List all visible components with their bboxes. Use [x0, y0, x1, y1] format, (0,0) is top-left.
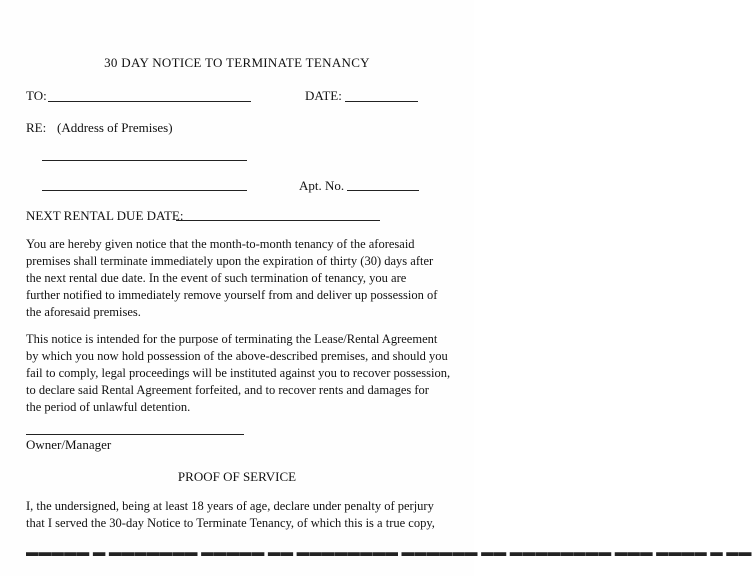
paragraph-2-line: fail to comply, legal proceedings will be instituted against you to recover possession, [26, 365, 451, 380]
proof-paragraph-line: I, the undersigned, being at least 18 years of age, declare under penalty of perjury [26, 499, 434, 513]
proof-paragraph [26, 498, 446, 532]
paragraph-1-line: premises shall terminate immediately upon the expiration of thirty (30) days after [26, 253, 434, 268]
notice-paragraph-2 [26, 331, 451, 416]
date-label: DATE: [305, 88, 342, 103]
to-label: TO: [26, 88, 47, 103]
proof-of-service-title: PROOF OF SERVICE [177, 469, 297, 484]
date-field-line[interactable] [345, 101, 418, 102]
address-line-1[interactable] [42, 160, 247, 161]
paragraph-2-line: the period of unlawful detention. [26, 399, 191, 414]
paragraph-1-line: You are hereby given notice that the month-to-month tenancy of the aforesaid [26, 237, 415, 251]
owner-signature-line[interactable] [26, 434, 244, 435]
apt-field-line[interactable] [347, 190, 419, 191]
paragraph-1-line: the next rental due date. In the event of such termination of tenancy, you are [26, 270, 407, 285]
owner-label: Owner/Manager [26, 437, 112, 452]
paragraph-2-line: This notice is intended for the purpose of terminating the Lease/Rental Agreement [26, 332, 438, 346]
to-field-line[interactable] [48, 101, 251, 102]
re-label: RE: [26, 120, 47, 135]
address-line-2[interactable] [42, 190, 247, 191]
paragraph-2-line: to declare said Rental Agreement forfeited, and to recover rents and damages for [26, 382, 429, 397]
apt-label: Apt. No. [299, 178, 345, 193]
address-label: (Address of Premises) [57, 120, 173, 135]
proof-paragraph-line: that I served the 30-day Notice to Terminate Tenancy, of which this is a true copy, [26, 515, 435, 530]
notice-paragraph-1 [26, 236, 446, 321]
cut-off-text-line: ▬▬▬▬▬ ▬ ▬▬▬▬▬▬▬ ▬▬▬▬▬ ▬▬ ▬▬▬▬▬▬▬▬ ▬▬▬▬▬▬ ▬▬ ▬▬▬▬▬▬▬▬ ▬▬▬ ▬▬▬▬ ▬ ▬▬ [26, 545, 752, 559]
document-title: 30 DAY NOTICE TO TERMINATE TENANCY [104, 55, 370, 70]
paragraph-2-line: by which you now hold possession of the above-described premises, and should you [26, 348, 448, 363]
next-rental-label: NEXT RENTAL DUE DATE: [26, 208, 184, 223]
paragraph-1-line: further notified to immediately remove yourself from and deliver up possession of [26, 287, 438, 302]
paragraph-1-line: the aforesaid premises. [26, 304, 141, 319]
next-rental-field-line[interactable] [176, 220, 380, 221]
